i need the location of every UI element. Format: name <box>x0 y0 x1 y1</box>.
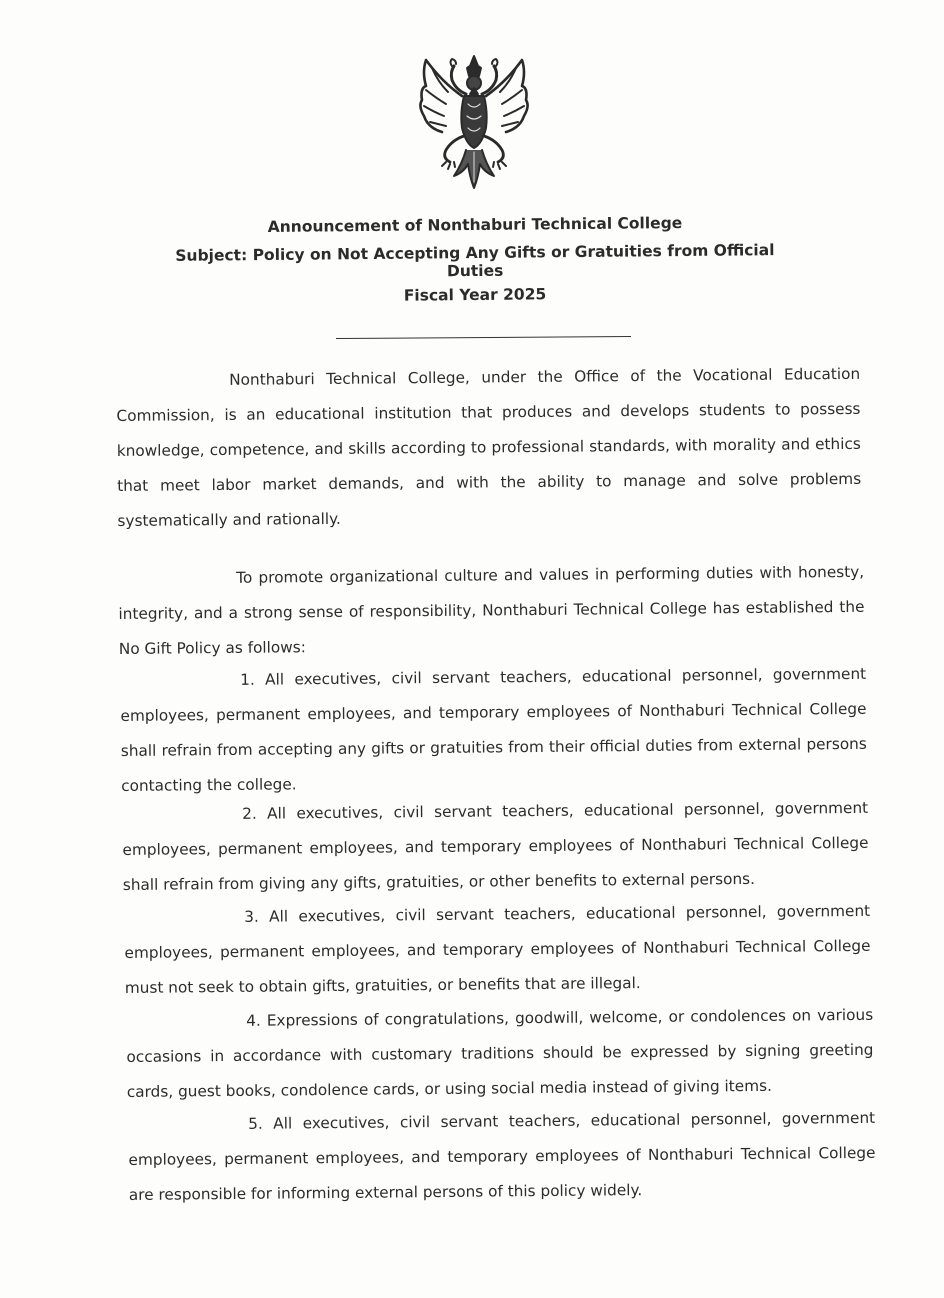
policy-item: 2. All executives, civil servant teachers, educational personnel, government employees, permanent employees, and temporary employees of Nonthaburi Technical College shall refrain from giving any gifts, gratuities, or other benefits to external persons. <box>122 798 869 894</box>
intro-paragraph: Nonthaburi Technical College, under the Office of the Vocational Education Commission, is an educational institution that produces and develops students to possess knowledge, competence, and skills according to professional standards, with morality and ethics that meet labor market demands, and with the ability to manage and solve problems systematically and rationally. <box>116 364 862 530</box>
policy-item: 5. All executives, civil servant teachers, educational personnel, government employees, permanent employees, and temporary employees of Nonthaburi Technical College are responsible for informing external persons of this policy widely. <box>128 1108 876 1204</box>
policy-item: 1. All executives, civil servant teachers, educational personnel, government employees, permanent employees, and temporary employees of Nonthaburi Technical College shall refrain from accepting any gifts or gratuities from their official duties from external persons contacting the college. <box>120 664 867 795</box>
garuda-emblem-icon <box>412 52 536 192</box>
announcement-subject: Subject: Policy on Not Accepting Any Gifts or Gratuities from Official Duties <box>175 241 775 281</box>
policy-item: 3. All executives, civil servant teachers, educational personnel, government employees, permanent employees, and temporary employees of Nonthaburi Technical College must not seek to obtain gifts, gratuities, or benefits that are illegal. <box>124 901 871 997</box>
announcement-title: Announcement of Nonthaburi Technical College <box>267 214 683 236</box>
policy-intro-paragraph: To promote organizational culture and values in performing duties with honesty, integrity, and a strong sense of responsibility, Nonthaburi Technical College has established the No Gift Policy as follows: <box>118 562 865 658</box>
policy-item: 4. Expressions of congratulations, goodwill, welcome, or condolences on various occasions in accordance with customary traditions should be expressed by signing greeting cards, guest books, condolence cards, or using social media instead of giving items. <box>126 1005 874 1101</box>
fiscal-year: Fiscal Year 2025 <box>403 285 547 305</box>
title-divider <box>336 336 631 339</box>
